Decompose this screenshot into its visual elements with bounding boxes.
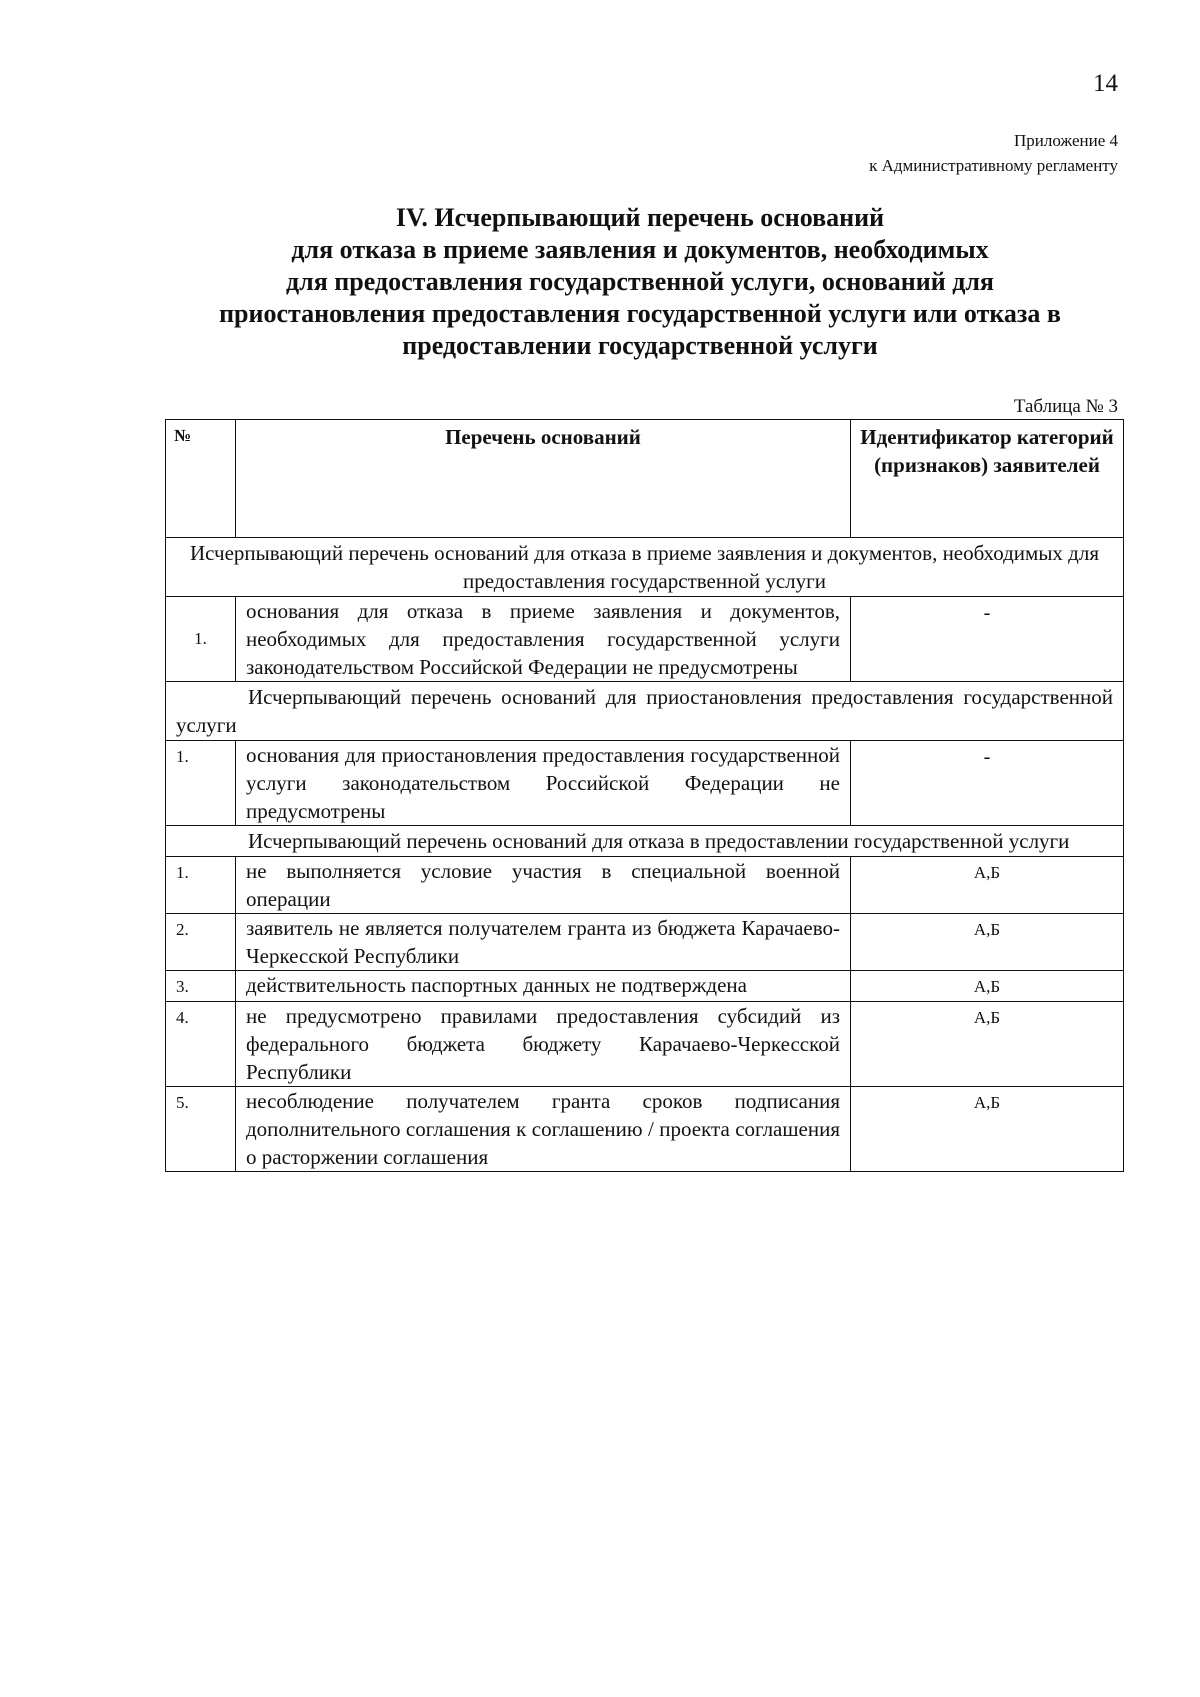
title-line: предоставлении государственной услуги [402,331,878,360]
title-line: IV. Исчерпывающий перечень оснований [395,203,885,232]
table-caption: Таблица № 3 [1013,396,1118,417]
row-identifier: А,Б [851,1087,1124,1172]
title-line: приостановления предоставления государственной услуги или отказа в [219,299,1061,328]
table-row [166,1087,1124,1172]
row-num: 3. [166,971,236,1002]
title-line: для предоставления государственной услуги, оснований для [285,267,995,296]
row-identifier: А,Б [851,914,1124,971]
table-row [166,914,1124,971]
appendix-line: Приложение 4 [1014,131,1118,150]
row-identifier: - [851,741,1124,826]
section-row [166,682,1124,741]
row-num: 1. [166,857,236,914]
row-text: не выполняется условие участия в специальной военной операции [236,857,851,914]
row-identifier: - [851,597,1124,682]
grounds-table [165,419,1124,1172]
table-row [166,741,1124,826]
row-text: основания для приостановления предоставления государственной услуги законодательством Российской Федерации не предусмотрены [236,741,851,826]
row-num: 2. [166,914,236,971]
table-row [166,971,1124,1002]
page-number: 14 [1093,70,1118,97]
section-title-cell: Исчерпывающий перечень оснований для приостановления предоставления государственной услуги [166,682,1124,741]
title-line: для отказа в приеме заявления и документов, необходимых [291,235,989,264]
row-text: не предусмотрено правилами предоставления субсидий из федерального бюджета бюджету Карачаево-Черкесской Республики [236,1002,851,1087]
table-header-row [166,420,1124,538]
row-text: действительность паспортных данных не подтверждена [236,971,851,1002]
header-grounds: Перечень оснований [236,420,851,538]
row-text: несоблюдение получателем гранта сроков подписания дополнительного соглашения к соглашению / проекта соглашения о расторжении соглашения [236,1087,851,1172]
table-row [166,857,1124,914]
row-num: 1. [166,597,236,682]
table-row [166,1002,1124,1087]
row-num: 5. [166,1087,236,1172]
row-identifier: А,Б [851,971,1124,1002]
row-text: основания для отказа в приеме заявления и документов, необходимых для предоставления государственной услуги законодательством Российской Федерации не предусмотрены [236,597,851,682]
section-title-cell: Исчерпывающий перечень оснований для отказа в приеме заявления и документов, необходимых для предоставления государственной услуги [166,538,1124,597]
table-row [166,597,1124,682]
row-text: заявитель не является получателем гранта из бюджета Карачаево-Черкесской Республики [236,914,851,971]
row-num: 1. [166,741,236,826]
header-num: № [166,420,236,538]
appendix-note [869,128,1118,178]
row-identifier: А,Б [851,857,1124,914]
section-title-cell: Исчерпывающий перечень оснований для отказа в предоставлении государственной услуги [166,826,1124,857]
row-identifier: А,Б [851,1002,1124,1087]
section-title [150,202,1130,362]
section-row [166,538,1124,597]
appendix-line: к Административному регламенту [869,156,1118,175]
row-num: 4. [166,1002,236,1087]
header-identifier: Идентификатор категорий (признаков) заявителей [851,420,1124,538]
section-row [166,826,1124,857]
